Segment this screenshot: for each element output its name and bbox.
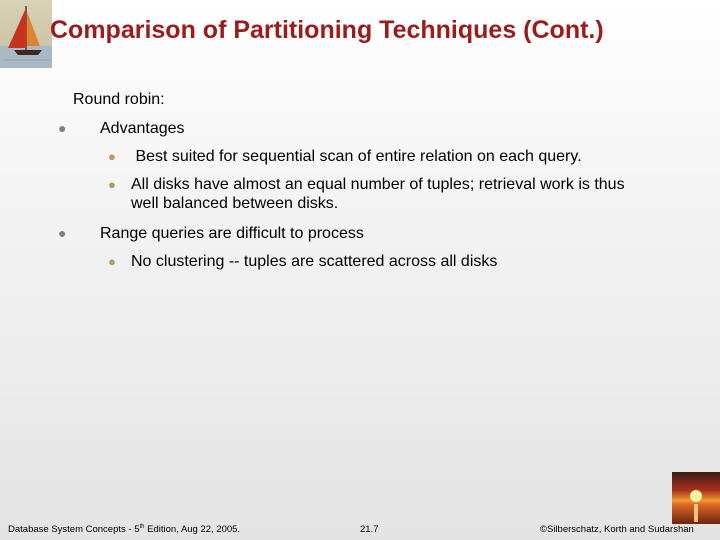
bullet-dot-icon: ● <box>108 177 116 192</box>
footer-copyright: ©Silberschatz, Korth and Sudarshan <box>540 524 694 535</box>
bullet-text: Advantages <box>100 120 185 137</box>
sub-bullet-text: Best suited for sequential scan of entire relation on each query. <box>131 148 582 165</box>
bullet-dot-icon: ● <box>108 254 116 269</box>
footer-page-number: 21.7 <box>360 524 379 535</box>
sub-bullet-text: No clustering -- tuples are scattered across all disks <box>131 253 498 270</box>
bullet-dot-icon: ● <box>58 120 67 136</box>
sun-icon <box>690 490 702 502</box>
bullet-dot-icon: ● <box>108 149 116 164</box>
sub-bullet-text: All disks have almost an equal number of tuples; retrieval work is thus well balanced between disks. <box>131 176 625 212</box>
slide-title: Comparison of Partitioning Techniques (Cont.) <box>50 16 604 44</box>
sunset-image <box>672 472 720 524</box>
bullet-text: Range queries are difficult to process <box>100 225 364 242</box>
section-heading: Round robin: <box>73 91 165 108</box>
bullet-dot-icon: ● <box>58 225 67 241</box>
footer-book-info: Database System Concepts - 5th Edition, Aug 22, 2005. <box>8 524 241 536</box>
